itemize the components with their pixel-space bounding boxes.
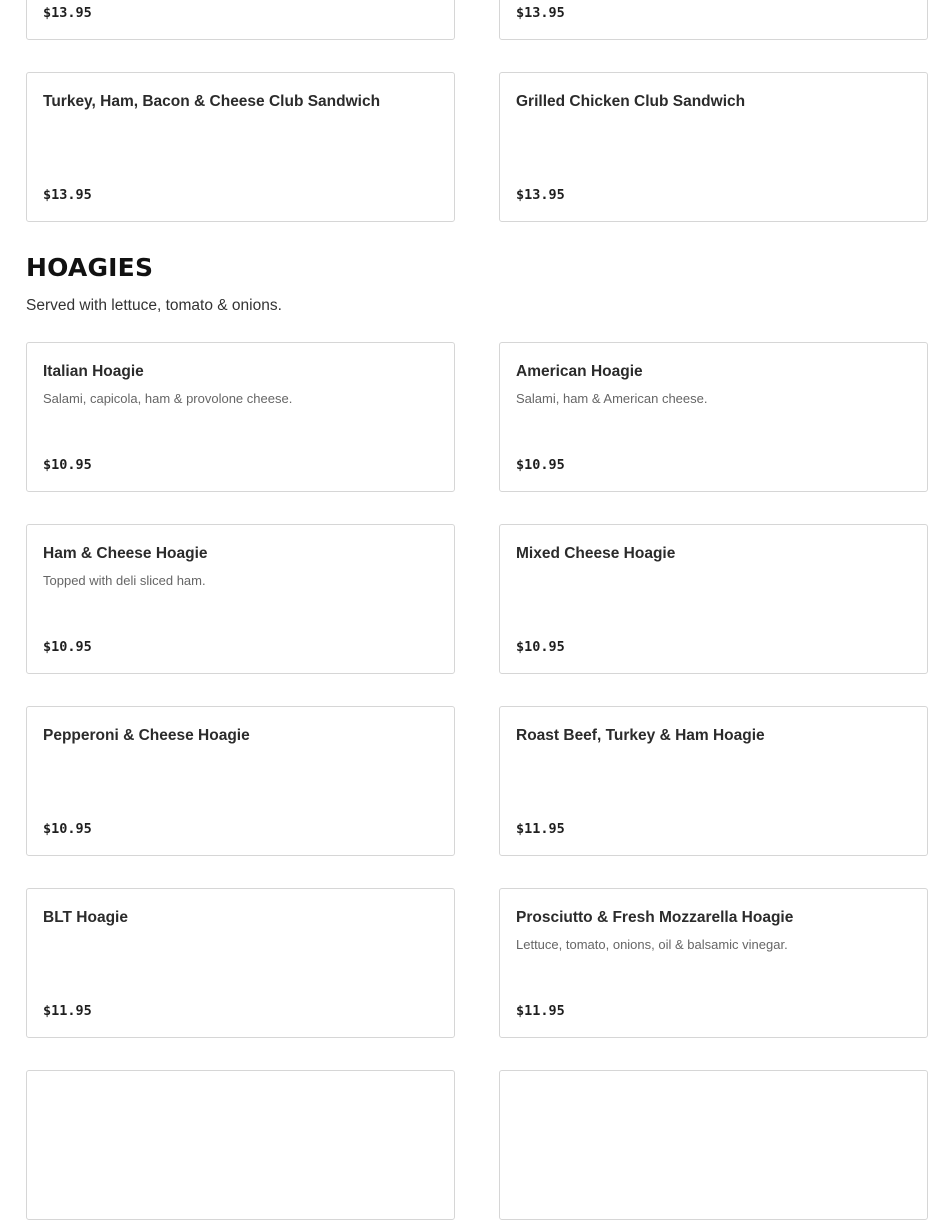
- menu-item-name: Prosciutto & Fresh Mozzarella Hoagie: [516, 909, 794, 926]
- menu-item-price: $11.95: [43, 1003, 92, 1019]
- menu-item-price: $10.95: [43, 639, 92, 655]
- menu-item-name: Pepperoni & Cheese Hoagie: [43, 727, 250, 744]
- menu-item-card[interactable]: [26, 888, 455, 1038]
- menu-item-card[interactable]: [499, 888, 928, 1038]
- menu-item-name: Ham & Cheese Hoagie: [43, 545, 208, 562]
- menu-item-name: Italian Hoagie: [43, 363, 144, 380]
- menu-item-description: Salami, capicola, ham & provolone cheese.: [43, 391, 293, 406]
- menu-item-name: BLT Hoagie: [43, 909, 128, 926]
- menu-item-card[interactable]: [499, 72, 928, 222]
- menu-item-price: $13.95: [516, 187, 565, 203]
- menu-item-price: $13.95: [516, 5, 565, 21]
- menu-item-price: $10.95: [516, 639, 565, 655]
- menu-item-price: $13.95: [43, 5, 92, 21]
- menu-item-card[interactable]: [26, 524, 455, 674]
- menu-item-card[interactable]: [499, 0, 928, 40]
- menu-item-description: Topped with deli sliced ham.: [43, 573, 206, 588]
- menu-item-price: $11.95: [516, 821, 565, 837]
- section-title: HOAGIES: [26, 253, 154, 282]
- menu-item-card[interactable]: [499, 342, 928, 492]
- menu-item-card[interactable]: [26, 72, 455, 222]
- menu-item-description: Lettuce, tomato, onions, oil & balsamic vinegar.: [516, 937, 788, 952]
- menu-item-name: Grilled Chicken Club Sandwich: [516, 93, 746, 110]
- menu-item-price: $11.95: [516, 1003, 565, 1019]
- menu-item-name: American Hoagie: [516, 363, 643, 380]
- menu-item-card[interactable]: [26, 342, 455, 492]
- menu-item-name: Mixed Cheese Hoagie: [516, 545, 676, 562]
- menu-item-description: Salami, ham & American cheese.: [516, 391, 708, 406]
- menu-item-card[interactable]: [26, 1070, 455, 1220]
- menu-item-card[interactable]: [499, 524, 928, 674]
- section-description: Served with lettuce, tomato & onions.: [26, 297, 282, 314]
- menu-item-price: $10.95: [516, 457, 565, 473]
- menu-item-name: Turkey, Ham, Bacon & Cheese Club Sandwich: [43, 93, 381, 110]
- menu-item-card[interactable]: [26, 0, 455, 40]
- menu-item-name: Roast Beef, Turkey & Ham Hoagie: [516, 727, 765, 744]
- menu-item-price: $13.95: [43, 187, 92, 203]
- menu-item-card[interactable]: [499, 706, 928, 856]
- menu-item-card[interactable]: [26, 706, 455, 856]
- menu-item-price: $10.95: [43, 821, 92, 837]
- menu-item-card[interactable]: [499, 1070, 928, 1220]
- menu-item-price: $10.95: [43, 457, 92, 473]
